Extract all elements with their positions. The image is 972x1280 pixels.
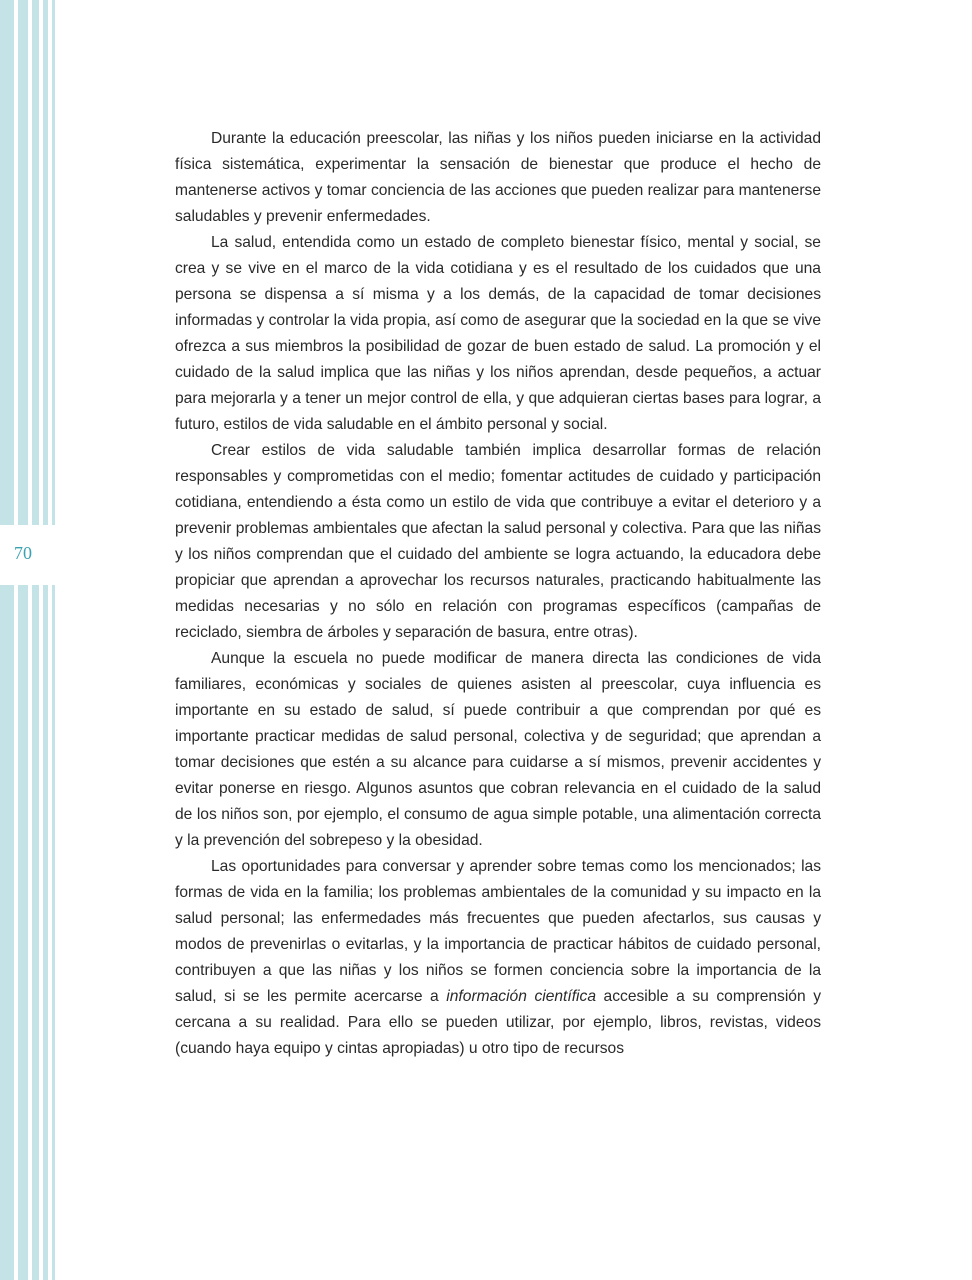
paragraph-5-text-after: accesible a su comprensión y cercana a su realidad. Para ello se pueden utilizar, por ejemplo, libros, revistas, videos (cuando haya equipo y cintas apropiadas) u otro tipo de recursos (175, 988, 821, 1057)
paragraph-5-emphasis: información científica (446, 988, 596, 1005)
margin-stripe (32, 0, 39, 1280)
paragraph-3: Crear estilos de vida saludable también implica desarrollar formas de relación responsables y comprometidas con el medio; fomentar actitudes de cuidado y participación cotidiana, entendiendo a ésta como un estilo de vida que contribuye a evitar el deterioro y a prevenir problemas ambientales que afectan la salud personal y colectiva. Para que las niñas y los niños comprendan que el cuidado del ambiente se logra actuando, la educadora debe propiciar que aprendan a aprovechar los recursos naturales, practicando habitualmente las medidas necesarias y no sólo en relación con programas específicos (campañas de reciclado, siembra de árboles y separación de basura, entre otras). (175, 442, 821, 641)
margin-stripe (52, 0, 55, 1280)
paragraph-2: La salud, entendida como un estado de completo bienestar físico, mental y social, se crea y se vive en el marco de la vida cotidiana y es el resultado de los cuidados que una persona se dispensa a sí misma y a los demás, de la capacidad de tomar decisiones informadas y controlar la vida propia, así como de asegurar que la sociedad en la que se vive ofrezca a sus miembros la posibilidad de gozar de buen estado de salud. La promoción y el cuidado de la salud implica que las niñas y los niños aprendan, desde pequeños, a actuar para mejorarla y a tener un mejor control de ella, y que adquieran ciertas bases para lograr, a futuro, estilos de vida saludable en el ámbito personal y social. (175, 234, 821, 433)
paragraph-5 (175, 854, 821, 1062)
page-number: 70 (14, 543, 32, 563)
document-body (175, 126, 821, 1062)
paragraph-1: Durante la educación preescolar, las niñas y los niños pueden iniciarse en la actividad física sistemática, experimentar la sensación de bienestar que produce el hecho de mantenerse activos y tomar conciencia de las acciones que pueden realizar para mantenerse saludables y prevenir enfermedades. (175, 130, 821, 225)
paragraph-5-text-before: Las oportunidades para conversar y aprender sobre temas como los mencionados; las formas de vida en la familia; los problemas ambientales de la comunidad y su impacto en la salud personal; las enfermedades más frecuentes que pueden afectarlos, sus causas y modos de prevenirlas o evitarlas, y la importancia de practicar hábitos de cuidado personal, contribuyen a que las niñas y los niños se formen conciencia sobre la importancia de la salud, si se les permite acercarse a (175, 858, 821, 1005)
margin-stripe (0, 0, 14, 1280)
paragraph-4: Aunque la escuela no puede modificar de manera directa las condiciones de vida familiares, económicas y sociales de quienes asisten al preescolar, cuya influencia es importante en su estado de salud, sí puede contribuir a que comprendan por qué es importante practicar medidas de salud personal, colectiva y de seguridad; que aprendan a tomar decisiones que estén a su alcance para cuidarse a sí mismos, prevenir accidentes y evitar ponerse en riesgo. Algunos asuntos que cobran relevancia en el cuidado de la salud de los niños son, por ejemplo, el consumo de agua simple potable, una alimentación correcta y la prevención del sobrepeso y la obesidad. (175, 650, 821, 849)
margin-stripe (18, 0, 28, 1280)
margin-stripe (43, 0, 48, 1280)
margin-decoration (0, 0, 60, 1280)
